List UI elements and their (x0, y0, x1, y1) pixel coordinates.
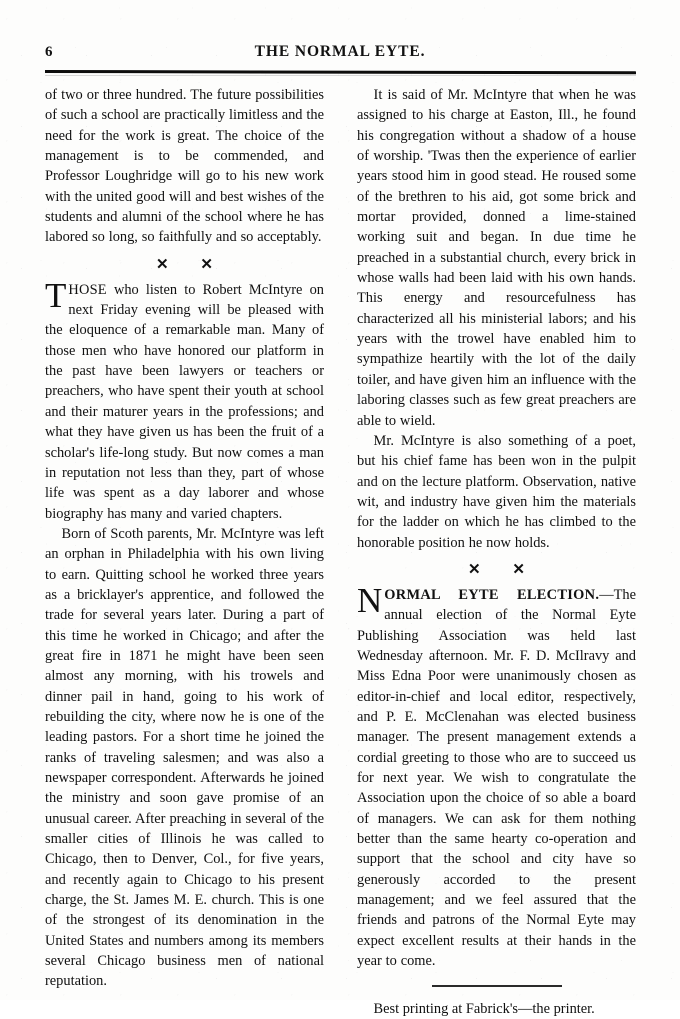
left-column (45, 85, 324, 992)
drop-cap-initial-election: N (357, 580, 383, 620)
header-rule-secondary (45, 75, 636, 76)
printer-credit-line: Best printing at Fabrick's—the printer. (373, 1000, 595, 1017)
article-headline: ORMAL EYTE ELECTION. (384, 586, 600, 603)
footer-divider-rule (432, 985, 562, 987)
drop-cap-initial: T (45, 275, 67, 315)
normal-eyte-election-article (357, 580, 636, 972)
ornament-divider-right: ✕ ✕ (468, 561, 539, 578)
journal-title: THE NORMAL EYTE. (254, 43, 426, 60)
election-article-text: The annual election of the Normal Eyte Publishing Association was held last Wednesday afternoon. Mr. F. D. McIlravy and Miss Edna Poor were unanimously chosen as editor-in-chief and local editor, respectively, and P. E. McClenahan was elected business manager. The present management extends a cordial greeting to those who are to succeed us for next year. We wish to congratulate the Association upon the choice of so able a board of managers. We can ask for them nothing better than the same hearty co-operation and support that the school and city have so generously accorded to the present management; and we feel assured that the friends and patrons of the Normal Eyte may expect excellent results at their hands in the year to come. (357, 586, 636, 970)
mcintyre-biography-paragraph: Born of Scoth parents, Mr. McIntyre was left an orphan in Philadelphia with his own living to earn. Quitting school he worked three years as a bricklayer's apprentice, and followed the trade for several years later. During a part of this time he worked in Chicago; and after the great fire in 1871 he might have been seen almost any morning, with his trowels and dinner pail in hand, going to his work of rebuilding the city, where now he is one of the leading pastors. For a short time he joined the ranks of traveling salesmen; and was also a newspaper correspondent. Afterwards he joined the ministry and soon gave promise of an unusual career. After preaching in several of the smaller cities of Illinois he was called to Chicago, then to Denver, Col., for five years, and recently again to Chicago to his present charge, the St. James M. E. church. This is one of the strongest of its denomination in the United States and numbers among its members several Chicago business men of national reputation. (45, 525, 324, 990)
paragraph-continued-from-previous-page: of two or three hundred. The future possibilities of such a school are practically limitless and the need for the work is great. The choice of the management is to be commended, and Professor Loughridge will go to his new work with the united good will and best wishes of the students and alumni of the school where he has labored so long, so faithfully and so acceptably. (45, 87, 324, 246)
running-head (45, 42, 635, 66)
two-column-text-block (45, 85, 636, 1017)
headline-dash: — (599, 586, 614, 603)
opening-paragraph-text: who listen to Robert McIntyre on next Friday evening will be pleased with the eloquence of a remarkable man. Many of those men who have honored our platform in the past have been lawyers or teachers or preachers, who have spent their youth at school and their maturer years in the professions; and what they have given us has been the fruit of a scholar's life-long study. But now comes a man in reputation not less than they, part of whose life was spent as a day laborer and whose biography has many and varied chapters. (45, 281, 324, 522)
small-caps-lead: HOSE (68, 281, 107, 298)
poet-and-lecturer-paragraph: Mr. McIntyre is also something of a poet, but his chief fame has been won in the pulpit and on the lecture platform. Observation, native wit, and industry have given him the materials for the ladder on which he has climbed to the honorable position he now holds. (357, 432, 636, 551)
page-number: 6 (45, 44, 53, 60)
right-column (357, 85, 636, 1019)
header-rule (45, 70, 636, 74)
mcintyre-article-opening-paragraph (45, 275, 324, 524)
ornament-divider-left: ✕ ✕ (156, 256, 227, 273)
easton-congregation-paragraph: It is said of Mr. McIntyre that when he was assigned to his charge at Easton, Ill., he found his congregation without a shadow of a house of worship. 'Twas then the experience of earlier years stood him in good stead. He roused some of the brethren to his aid, got some brick and mortar provided, donned a lime-stained working suit and began. In due time he preached in a substantial church, every brick in whose walls had been laid with his own hands. This energy and resourcefulness has characterized all his ministerial labors; and his years with the trowel have enabled him to sympathize heartily with the lot of the daily toiler, and have given him an influence with the laboring classes such as few great preachers are able to wield. (357, 87, 636, 429)
